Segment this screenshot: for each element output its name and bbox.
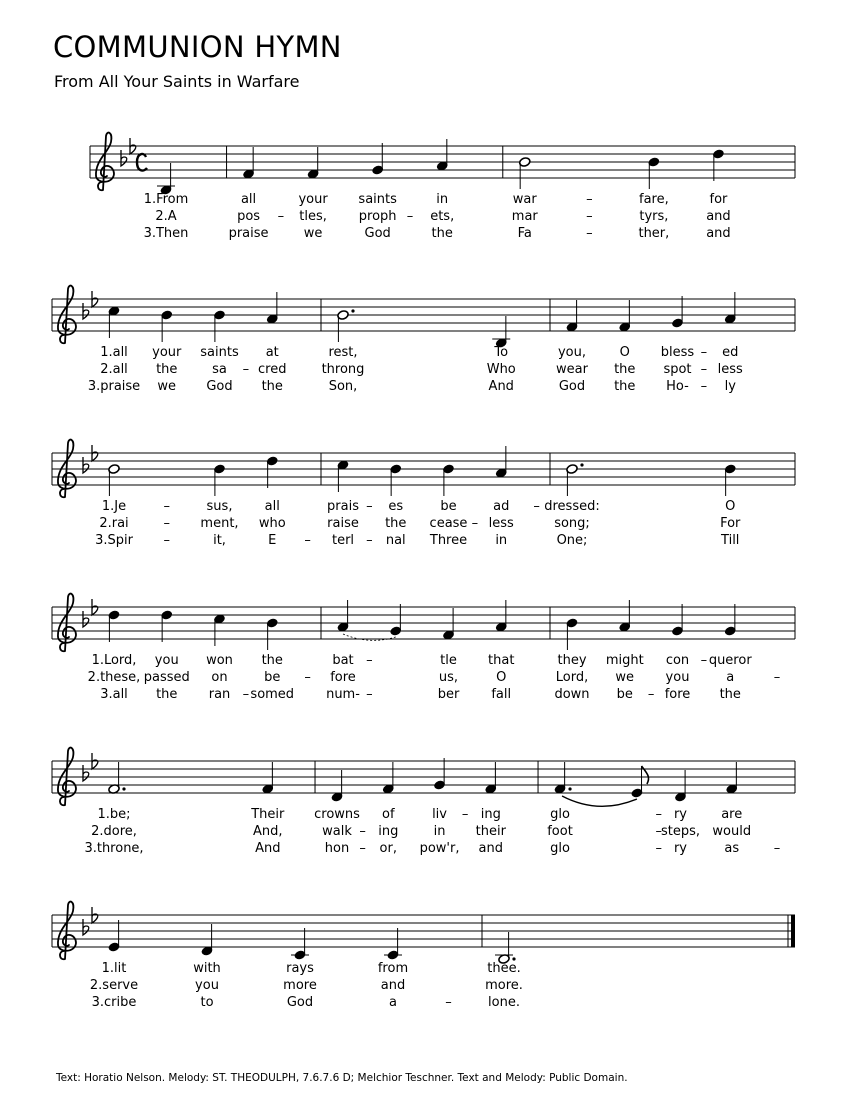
lyric-syllable: and: [706, 209, 731, 224]
lyric-syllable: foot: [547, 824, 573, 839]
lyric-syllable: in: [495, 533, 508, 548]
lyric-syllable: Son,: [328, 379, 358, 394]
lyric-syllable: crowns: [314, 807, 360, 822]
lyric-syllable: 2.dore,: [91, 824, 137, 839]
lyric-syllable: and: [478, 841, 504, 856]
lyric-syllable: ment,: [200, 516, 239, 531]
augmentation-dot: [122, 787, 125, 790]
lyric-hyphen: –: [406, 209, 414, 224]
lyric-syllable: and: [706, 226, 731, 241]
lyric-syllable: 1.lit: [101, 961, 127, 976]
lyric-syllable: sa: [212, 362, 227, 377]
lyric-syllable: Lord,: [555, 670, 589, 685]
lyric-syllable: sus,: [206, 499, 233, 514]
lyric-syllable: more.: [485, 978, 523, 993]
lyric-hyphen: –: [163, 499, 170, 514]
lyric-syllable: you: [665, 670, 690, 685]
lyric-hyphen: –: [304, 533, 311, 548]
lyric-syllable: their: [475, 824, 506, 839]
lyric-syllable: ther,: [638, 226, 670, 241]
lyric-syllable: cred: [258, 362, 287, 377]
lyric-hyphen: –: [700, 379, 708, 394]
lyric-hyphen: –: [700, 345, 708, 360]
lyric-hyphen: –: [277, 209, 285, 224]
lyric-syllable: fare,: [639, 192, 669, 207]
treble-clef-icon: [58, 440, 76, 498]
lyric-syllable: fall: [491, 687, 512, 702]
staff-system: [52, 600, 795, 702]
lyric-syllable: the: [385, 516, 407, 531]
lyric-syllable: ing: [378, 824, 399, 839]
lyric-hyphen: –: [586, 209, 593, 224]
lyric-syllable: saints: [200, 345, 239, 360]
lyric-syllable: Fa: [517, 226, 532, 241]
lyric-syllable: throng: [321, 362, 365, 377]
lyric-syllable: 3.throne,: [84, 841, 144, 856]
lyric-syllable: 3.cribe: [91, 995, 137, 1010]
lyric-hyphen: –: [586, 192, 593, 207]
lyric-syllable: somed: [250, 687, 295, 702]
lyric-syllable: as: [724, 841, 740, 856]
lyric-syllable: the: [719, 687, 741, 702]
lyric-syllable: God: [558, 379, 586, 394]
lyric-syllable: the: [156, 687, 178, 702]
lyric-syllable: proph: [358, 209, 397, 224]
lyric-hyphen: –: [163, 516, 170, 531]
lyric-syllable: tle: [440, 653, 457, 668]
lyric-syllable: ing: [480, 807, 501, 822]
lyric-syllable: O: [725, 499, 736, 514]
lyric-syllable: would: [712, 824, 752, 839]
lyric-syllable: to: [200, 995, 214, 1010]
lyric-hyphen: –: [461, 807, 469, 822]
lyric-syllable: saints: [358, 192, 397, 207]
lyric-syllable: you,: [557, 345, 587, 360]
lyric-hyphen: –: [655, 807, 662, 822]
lyric-syllable: be: [264, 670, 281, 685]
key-flat-b-icon: [83, 303, 89, 319]
lyric-syllable: ber: [437, 687, 460, 702]
staff-system: [90, 139, 795, 241]
lyric-syllable: liv: [432, 807, 447, 822]
lyric-syllable: pow'r,: [419, 841, 460, 856]
lyric-syllable: the: [261, 653, 283, 668]
lyric-hyphen: –: [700, 362, 708, 377]
lyric-syllable: 1.Je: [101, 499, 127, 514]
lyric-syllable: 3.Then: [143, 226, 189, 241]
lyric-syllable: es: [388, 499, 404, 514]
lyric-syllable: 3.all: [100, 687, 128, 702]
lyric-syllable: all: [264, 499, 280, 514]
lyric-syllable: less: [488, 516, 514, 531]
lyric-syllable: in: [433, 824, 446, 839]
lyric-syllable: nal: [385, 533, 406, 548]
lyric-syllable: we: [615, 670, 635, 685]
lyric-hyphen: –: [366, 499, 373, 514]
lyric-syllable: your: [152, 345, 182, 360]
lyric-syllable: passed: [143, 670, 190, 685]
lyric-syllable: fore: [664, 687, 691, 702]
slur: [562, 796, 637, 806]
lyric-syllable: be: [440, 499, 457, 514]
lyric-syllable: 1.all: [100, 345, 128, 360]
lyric-syllable: 2.A: [155, 209, 177, 224]
lyric-syllable: they: [557, 653, 587, 668]
lyric-syllable: Their: [251, 807, 285, 822]
staff-system: [52, 915, 795, 1010]
lyric-syllable: might: [605, 653, 644, 668]
lyric-syllable: your: [298, 192, 328, 207]
lyric-syllable: ed: [722, 345, 739, 360]
lyric-syllable: a: [389, 995, 397, 1010]
lyric-syllable: ry: [673, 807, 688, 822]
lyric-syllable: God: [286, 995, 314, 1010]
lyric-syllable: Who: [486, 362, 516, 377]
lyric-syllable: bat: [332, 653, 354, 668]
augmentation-dot: [351, 309, 354, 312]
lyric-syllable: God: [206, 379, 233, 394]
lyric-syllable: glo: [550, 841, 570, 856]
lyric-syllable: steps,: [660, 824, 701, 839]
lyric-syllable: you: [154, 653, 179, 668]
lyric-syllable: glo: [550, 807, 570, 822]
final-barline-thick: [791, 915, 795, 947]
lyric-syllable: hon: [324, 841, 350, 856]
key-flat-b-icon: [121, 150, 127, 166]
lyric-syllable: walk: [322, 824, 352, 839]
treble-clef-stroke: [96, 133, 114, 191]
lyric-hyphen: –: [655, 824, 662, 839]
lyric-syllable: it,: [213, 533, 226, 548]
lyric-syllable: lone.: [488, 995, 520, 1010]
lyric-hyphen: –: [445, 995, 452, 1010]
lyric-syllable: raise: [327, 516, 359, 531]
lyric-syllable: God: [364, 226, 391, 241]
lyric-syllable: thee.: [487, 961, 521, 976]
treble-clef-stroke: [58, 902, 76, 960]
lyric-syllable: tles,: [299, 209, 327, 224]
lyric-syllable: we: [303, 226, 323, 241]
lyric-syllable: 2.rai: [99, 516, 129, 531]
treble-clef-icon: [58, 286, 76, 344]
lyric-syllable: queror: [708, 653, 752, 668]
lyric-syllable: and: [380, 978, 406, 993]
lyric-syllable: For: [720, 516, 741, 531]
lyric-syllable: the: [261, 379, 283, 394]
lyric-syllable: Ho-: [666, 379, 689, 394]
lyric-syllable: us,: [438, 670, 459, 685]
key-flat-b-icon: [83, 611, 89, 627]
lyric-hyphen: –: [359, 824, 366, 839]
lyric-syllable: a: [726, 670, 735, 685]
staff-system: [52, 758, 795, 856]
lyric-syllable: num-: [326, 687, 360, 702]
treble-clef-stroke: [58, 748, 76, 806]
lyric-syllable: on: [211, 670, 228, 685]
lyric-syllable: 3.praise: [87, 379, 141, 394]
staff-system: [52, 446, 795, 548]
staff-system: [52, 292, 795, 394]
key-flat-b-icon: [83, 919, 89, 935]
lyric-syllable: 2.these,: [87, 670, 141, 685]
lyric-syllable: 1.be;: [97, 807, 131, 822]
treble-clef-icon: [58, 748, 76, 806]
lyric-syllable: pos: [237, 209, 261, 224]
lyric-syllable: the: [156, 362, 178, 377]
copyright-footer: Text: Horatio Nelson. Melody: ST. THEODULPH, 7.6.7.6 D; Melchior Teschner. Text and Melody: Public Domain.: [56, 1072, 628, 1084]
lyric-hyphen: –: [304, 670, 311, 685]
lyric-syllable: you: [195, 978, 219, 993]
lyric-syllable: One;: [556, 533, 588, 548]
lyric-syllable: Till: [721, 533, 740, 548]
lyric-syllable: the: [431, 226, 453, 241]
key-flat-b-icon: [83, 457, 89, 473]
lyric-syllable: of: [382, 807, 395, 822]
lyric-hyphen: –: [533, 499, 540, 514]
lyric-syllable: that: [488, 653, 515, 668]
augmentation-dot: [568, 787, 571, 790]
lyric-syllable: or,: [379, 841, 397, 856]
lyric-syllable: ets,: [430, 209, 455, 224]
lyric-syllable: prais: [327, 499, 359, 514]
lyric-syllable: tyrs,: [639, 209, 669, 224]
lyric-syllable: in: [436, 192, 449, 207]
lyric-syllable: 1.From: [143, 192, 189, 207]
lyric-syllable: spot: [663, 362, 692, 377]
lyric-syllable: ad: [493, 499, 510, 514]
lyric-hyphen: –: [700, 653, 708, 668]
lyric-syllable: Three: [429, 533, 468, 548]
lyric-syllable: praise: [228, 226, 269, 241]
lyric-syllable: ry: [673, 841, 688, 856]
lyric-syllable: the: [614, 362, 636, 377]
lyric-syllable: less: [717, 362, 743, 377]
lyric-syllable: 3.Spir: [95, 533, 133, 548]
lyric-hyphen: –: [163, 533, 170, 548]
lyric-hyphen: –: [586, 226, 593, 241]
augmentation-dot: [580, 463, 583, 466]
lyric-hyphen: –: [471, 516, 479, 531]
lyric-syllable: O: [619, 345, 630, 360]
lyric-syllable: And: [255, 841, 281, 856]
lyric-syllable: con: [665, 653, 690, 668]
lyric-syllable: dressed:: [544, 499, 600, 514]
lyric-syllable: 1.Lord,: [91, 653, 137, 668]
lyric-syllable: O: [496, 670, 507, 685]
treble-clef-icon: [58, 594, 76, 652]
lyric-hyphen: –: [773, 841, 781, 856]
lyric-syllable: 2.serve: [89, 978, 139, 993]
lyric-hyphen: –: [647, 687, 655, 702]
lyric-syllable: fore: [330, 670, 356, 685]
lyric-syllable: cease: [429, 516, 468, 531]
lyric-hyphen: –: [366, 653, 373, 668]
lyric-hyphen: –: [366, 687, 373, 702]
lyric-syllable: at: [265, 345, 279, 360]
lyric-syllable: for: [709, 192, 728, 207]
lyric-syllable: down: [554, 687, 590, 702]
lyric-syllable: from: [377, 961, 409, 976]
lyric-syllable: And: [488, 379, 514, 394]
lyric-hyphen: –: [359, 841, 366, 856]
lyric-syllable: we: [157, 379, 177, 394]
lyric-syllable: be: [616, 687, 633, 702]
key-flat-b-icon: [83, 765, 89, 781]
lyric-syllable: rest,: [328, 345, 358, 360]
lyric-syllable: bless: [660, 345, 695, 360]
lyric-syllable: with: [193, 961, 221, 976]
lyric-syllable: ran: [208, 687, 231, 702]
lyric-syllable: won: [206, 653, 233, 668]
treble-clef-stroke: [58, 286, 76, 344]
lyric-syllable: all: [240, 192, 257, 207]
lyric-syllable: terl: [331, 533, 355, 548]
treble-clef-icon: [96, 133, 114, 191]
lyric-syllable: rays: [286, 961, 314, 976]
lyric-syllable: To: [494, 345, 509, 360]
lyric-syllable: song;: [554, 516, 590, 531]
lyric-syllable: mar: [511, 209, 538, 224]
lyric-syllable: 2.all: [100, 362, 128, 377]
lyric-syllable: war: [512, 192, 537, 207]
lyric-hyphen: –: [655, 841, 662, 856]
lyric-hyphen: –: [366, 533, 373, 548]
lyric-syllable: wear: [556, 362, 588, 377]
lyric-syllable: the: [614, 379, 636, 394]
lyric-syllable: are: [721, 807, 743, 822]
lyric-syllable: And,: [252, 824, 283, 839]
lyric-syllable: who: [258, 516, 286, 531]
lyric-hyphen: –: [242, 362, 250, 377]
page-title: COMMUNION HYMN: [53, 30, 342, 64]
lyric-syllable: E: [268, 533, 277, 548]
lyric-syllable: ly: [724, 379, 736, 394]
treble-clef-stroke: [58, 594, 76, 652]
lyric-hyphen: –: [773, 670, 781, 685]
treble-clef-icon: [58, 902, 76, 960]
lyric-hyphen: –: [242, 687, 250, 702]
lyric-syllable: more: [283, 978, 317, 993]
treble-clef-stroke: [58, 440, 76, 498]
page-subtitle: From All Your Saints in Warfare: [54, 72, 300, 91]
